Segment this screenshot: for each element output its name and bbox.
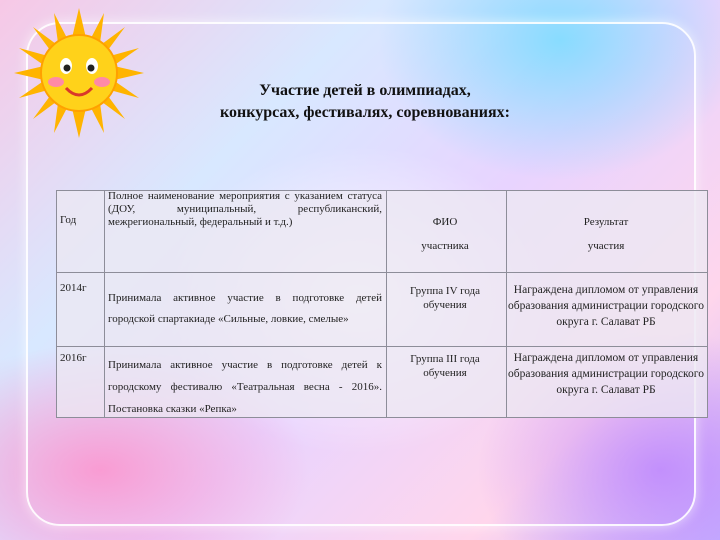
header-year: Год xyxy=(60,214,77,226)
participation-table xyxy=(56,190,708,418)
title-line-2: конкурсах, фестивалях, соревнованиях: xyxy=(220,104,510,121)
row-1-participant: Группа IV года обучения xyxy=(410,285,480,311)
header-event: Полное наименование мероприятия с указанием статуса (ДОУ, муниципальный, республиканский, межрегиональный, федеральный и т.д.) xyxy=(108,190,382,228)
row-2-result: Награждена дипломом от управления образования администрации городского округа г. Салават РБ xyxy=(508,352,704,396)
page-title xyxy=(150,80,580,124)
sun-icon xyxy=(14,8,144,138)
header-result-1: Результат xyxy=(583,216,629,228)
row-2-participant: Группа III года обучения xyxy=(410,353,480,379)
row-1-event: Принимала активное участие в подготовке детей городской спартакиаде «Сильные, ловкие, смелые» xyxy=(108,292,382,325)
row-2-year: 2016г xyxy=(60,352,87,364)
header-result-2: участия xyxy=(587,240,625,252)
row-2-event: Принимала активное участие в подготовке детей к городскому фестивалю «Театральная весна - 2016». Постановка сказки «Репка» xyxy=(108,359,382,415)
header-fio-1: ФИО xyxy=(432,216,458,228)
header-fio-2: участника xyxy=(421,240,469,252)
title-line-1: Участие детей в олимпиадах, xyxy=(259,82,471,99)
row-1-result: Награждена дипломом от управления образования администрации городского округа г. Салават РБ xyxy=(508,284,704,328)
row-1-year: 2014г xyxy=(60,282,87,294)
